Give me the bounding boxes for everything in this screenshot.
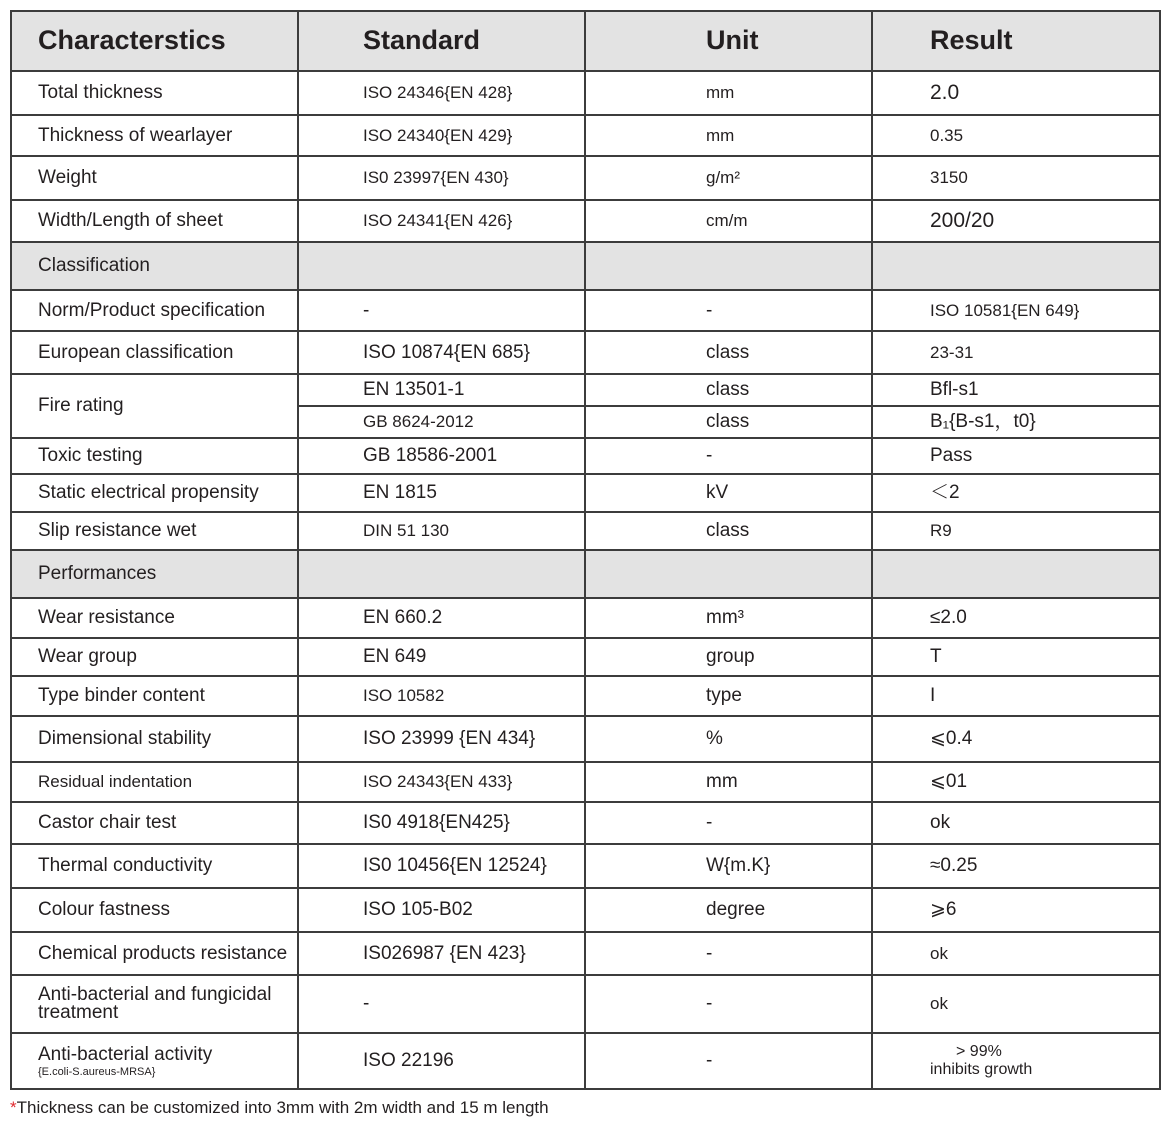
row-name: Chemical products resistance	[11, 932, 298, 975]
section-empty-cell	[585, 242, 872, 290]
row-result: 2.0	[872, 71, 1160, 115]
row-result-line2: inhibits growth	[930, 1061, 1033, 1078]
row-name: Total thickness	[11, 71, 298, 115]
row-result: B₁{B-s1，t0}	[872, 406, 1160, 438]
row-result: ok	[872, 975, 1160, 1033]
row-standard: IS0 23997{EN 430}	[298, 156, 585, 200]
row-name: Wear resistance	[11, 598, 298, 638]
row-unit: -	[585, 438, 872, 474]
row-name-sublabel: {E.coli-S.aureus-MRSA}	[38, 1065, 156, 1078]
row-name: Slip resistance wet	[11, 512, 298, 550]
table-row	[11, 676, 1160, 716]
row-standard: EN 1815	[298, 474, 585, 512]
row-unit: cm/m	[585, 200, 872, 242]
row-standard: DIN 51 130	[298, 512, 585, 550]
row-name: Type binder content	[11, 676, 298, 716]
footnote	[10, 1098, 549, 1118]
row-standard: ISO 22196	[298, 1033, 585, 1089]
header-result: Result	[872, 11, 1160, 71]
section-empty-cell	[585, 550, 872, 598]
table-row	[11, 115, 1160, 156]
table-row	[11, 888, 1160, 932]
row-name: Wear group	[11, 638, 298, 676]
table-row	[11, 512, 1160, 550]
row-name: Thickness of wearlayer	[11, 115, 298, 156]
row-unit: W{m.K}	[585, 844, 872, 888]
section-title: Classification	[11, 242, 298, 290]
row-standard: ISO 24341{EN 426}	[298, 200, 585, 242]
section-empty-cell	[872, 242, 1160, 290]
specification-table	[10, 10, 1161, 1090]
row-result: Pass	[872, 438, 1160, 474]
header-characteristics: Characterstics	[11, 11, 298, 71]
row-result: ⩾6	[872, 888, 1160, 932]
footnote-asterisk: *	[10, 1098, 17, 1117]
row-standard: -	[298, 975, 585, 1033]
row-unit: g/m²	[585, 156, 872, 200]
row-name: Residual indentation	[11, 762, 298, 802]
row-unit: degree	[585, 888, 872, 932]
table-row	[11, 156, 1160, 200]
row-name: Fire rating	[11, 374, 298, 438]
header-unit: Unit	[585, 11, 872, 71]
row-result: R9	[872, 512, 1160, 550]
table-header-row	[11, 11, 1160, 71]
row-name: Anti-bacterial and fungicidal treatment	[11, 975, 298, 1033]
row-unit: mm	[585, 762, 872, 802]
row-result: 3150	[872, 156, 1160, 200]
section-empty-cell	[872, 550, 1160, 598]
row-name: Castor chair test	[11, 802, 298, 844]
table-row	[11, 844, 1160, 888]
row-name: European classification	[11, 331, 298, 374]
row-name: Width/Length of sheet	[11, 200, 298, 242]
row-name: Colour fastness	[11, 888, 298, 932]
section-row-performances	[11, 550, 1160, 598]
row-standard: IS026987 {EN 423}	[298, 932, 585, 975]
row-result: ≤2.0	[872, 598, 1160, 638]
row-standard: -	[298, 290, 585, 331]
row-unit: class	[585, 406, 872, 438]
row-unit: -	[585, 802, 872, 844]
row-result: ok	[872, 802, 1160, 844]
row-standard: EN 660.2	[298, 598, 585, 638]
section-empty-cell	[298, 242, 585, 290]
row-result: ⩽0.4	[872, 716, 1160, 762]
row-result: ≈0.25	[872, 844, 1160, 888]
footnote-text: Thickness can be customized into 3mm with 2m width and 15 m length	[16, 1098, 549, 1117]
table-row	[11, 638, 1160, 676]
row-unit: -	[585, 1033, 872, 1089]
row-standard: ISO 23999 {EN 434}	[298, 716, 585, 762]
table-row	[11, 200, 1160, 242]
row-unit: mm³	[585, 598, 872, 638]
row-standard: EN 13501-1	[298, 374, 585, 406]
row-result: ⩽01	[872, 762, 1160, 802]
row-standard: GB 8624-2012	[298, 406, 585, 438]
table-row	[11, 975, 1160, 1033]
row-unit: -	[585, 932, 872, 975]
header-standard: Standard	[298, 11, 585, 71]
row-standard: ISO 10582	[298, 676, 585, 716]
table-row	[11, 762, 1160, 802]
row-result: 200/20	[872, 200, 1160, 242]
row-standard: ISO 10874{EN 685}	[298, 331, 585, 374]
row-standard: IS0 10456{EN 12524}	[298, 844, 585, 888]
section-row-classification	[11, 242, 1160, 290]
row-standard: EN 649	[298, 638, 585, 676]
row-result: T	[872, 638, 1160, 676]
table-row	[11, 71, 1160, 115]
row-name: Weight	[11, 156, 298, 200]
row-unit: mm	[585, 71, 872, 115]
row-standard: ISO 24346{EN 428}	[298, 71, 585, 115]
row-result: ＜2	[872, 474, 1160, 512]
row-name: Static electrical propensity	[11, 474, 298, 512]
table-row-fire-rating-1	[11, 374, 1160, 406]
row-standard: IS0 4918{EN425}	[298, 802, 585, 844]
row-standard: ISO 105-B02	[298, 888, 585, 932]
row-name: Norm/Product specification	[11, 290, 298, 331]
row-result: 23-31	[872, 331, 1160, 374]
table-row	[11, 290, 1160, 331]
table-row	[11, 438, 1160, 474]
row-standard: ISO 24340{EN 429}	[298, 115, 585, 156]
row-unit: class	[585, 331, 872, 374]
table-row	[11, 331, 1160, 374]
row-unit: class	[585, 512, 872, 550]
row-result-cell	[872, 1033, 1160, 1089]
row-unit: %	[585, 716, 872, 762]
row-result-line1: > 99%	[956, 1043, 1002, 1061]
section-title: Performances	[11, 550, 298, 598]
row-unit: -	[585, 290, 872, 331]
table-row	[11, 716, 1160, 762]
table-row	[11, 474, 1160, 512]
table-row	[11, 598, 1160, 638]
row-unit: -	[585, 975, 872, 1033]
row-result: ISO 10581{EN 649}	[872, 290, 1160, 331]
table-row	[11, 932, 1160, 975]
row-name-cell	[11, 1033, 298, 1089]
row-unit: group	[585, 638, 872, 676]
row-standard: ISO 24343{EN 433}	[298, 762, 585, 802]
row-result: Bfl-s1	[872, 374, 1160, 406]
row-unit: class	[585, 374, 872, 406]
row-name: Dimensional stability	[11, 716, 298, 762]
table-row-antibacterial-activity	[11, 1033, 1160, 1089]
row-unit: mm	[585, 115, 872, 156]
row-result: I	[872, 676, 1160, 716]
row-name: Toxic testing	[11, 438, 298, 474]
section-empty-cell	[298, 550, 585, 598]
row-name: Anti-bacterial activity	[38, 1044, 213, 1066]
row-unit: type	[585, 676, 872, 716]
row-unit: kV	[585, 474, 872, 512]
row-name: Thermal conductivity	[11, 844, 298, 888]
row-result: ok	[872, 932, 1160, 975]
table-row	[11, 802, 1160, 844]
row-standard: GB 18586-2001	[298, 438, 585, 474]
row-result: 0.35	[872, 115, 1160, 156]
